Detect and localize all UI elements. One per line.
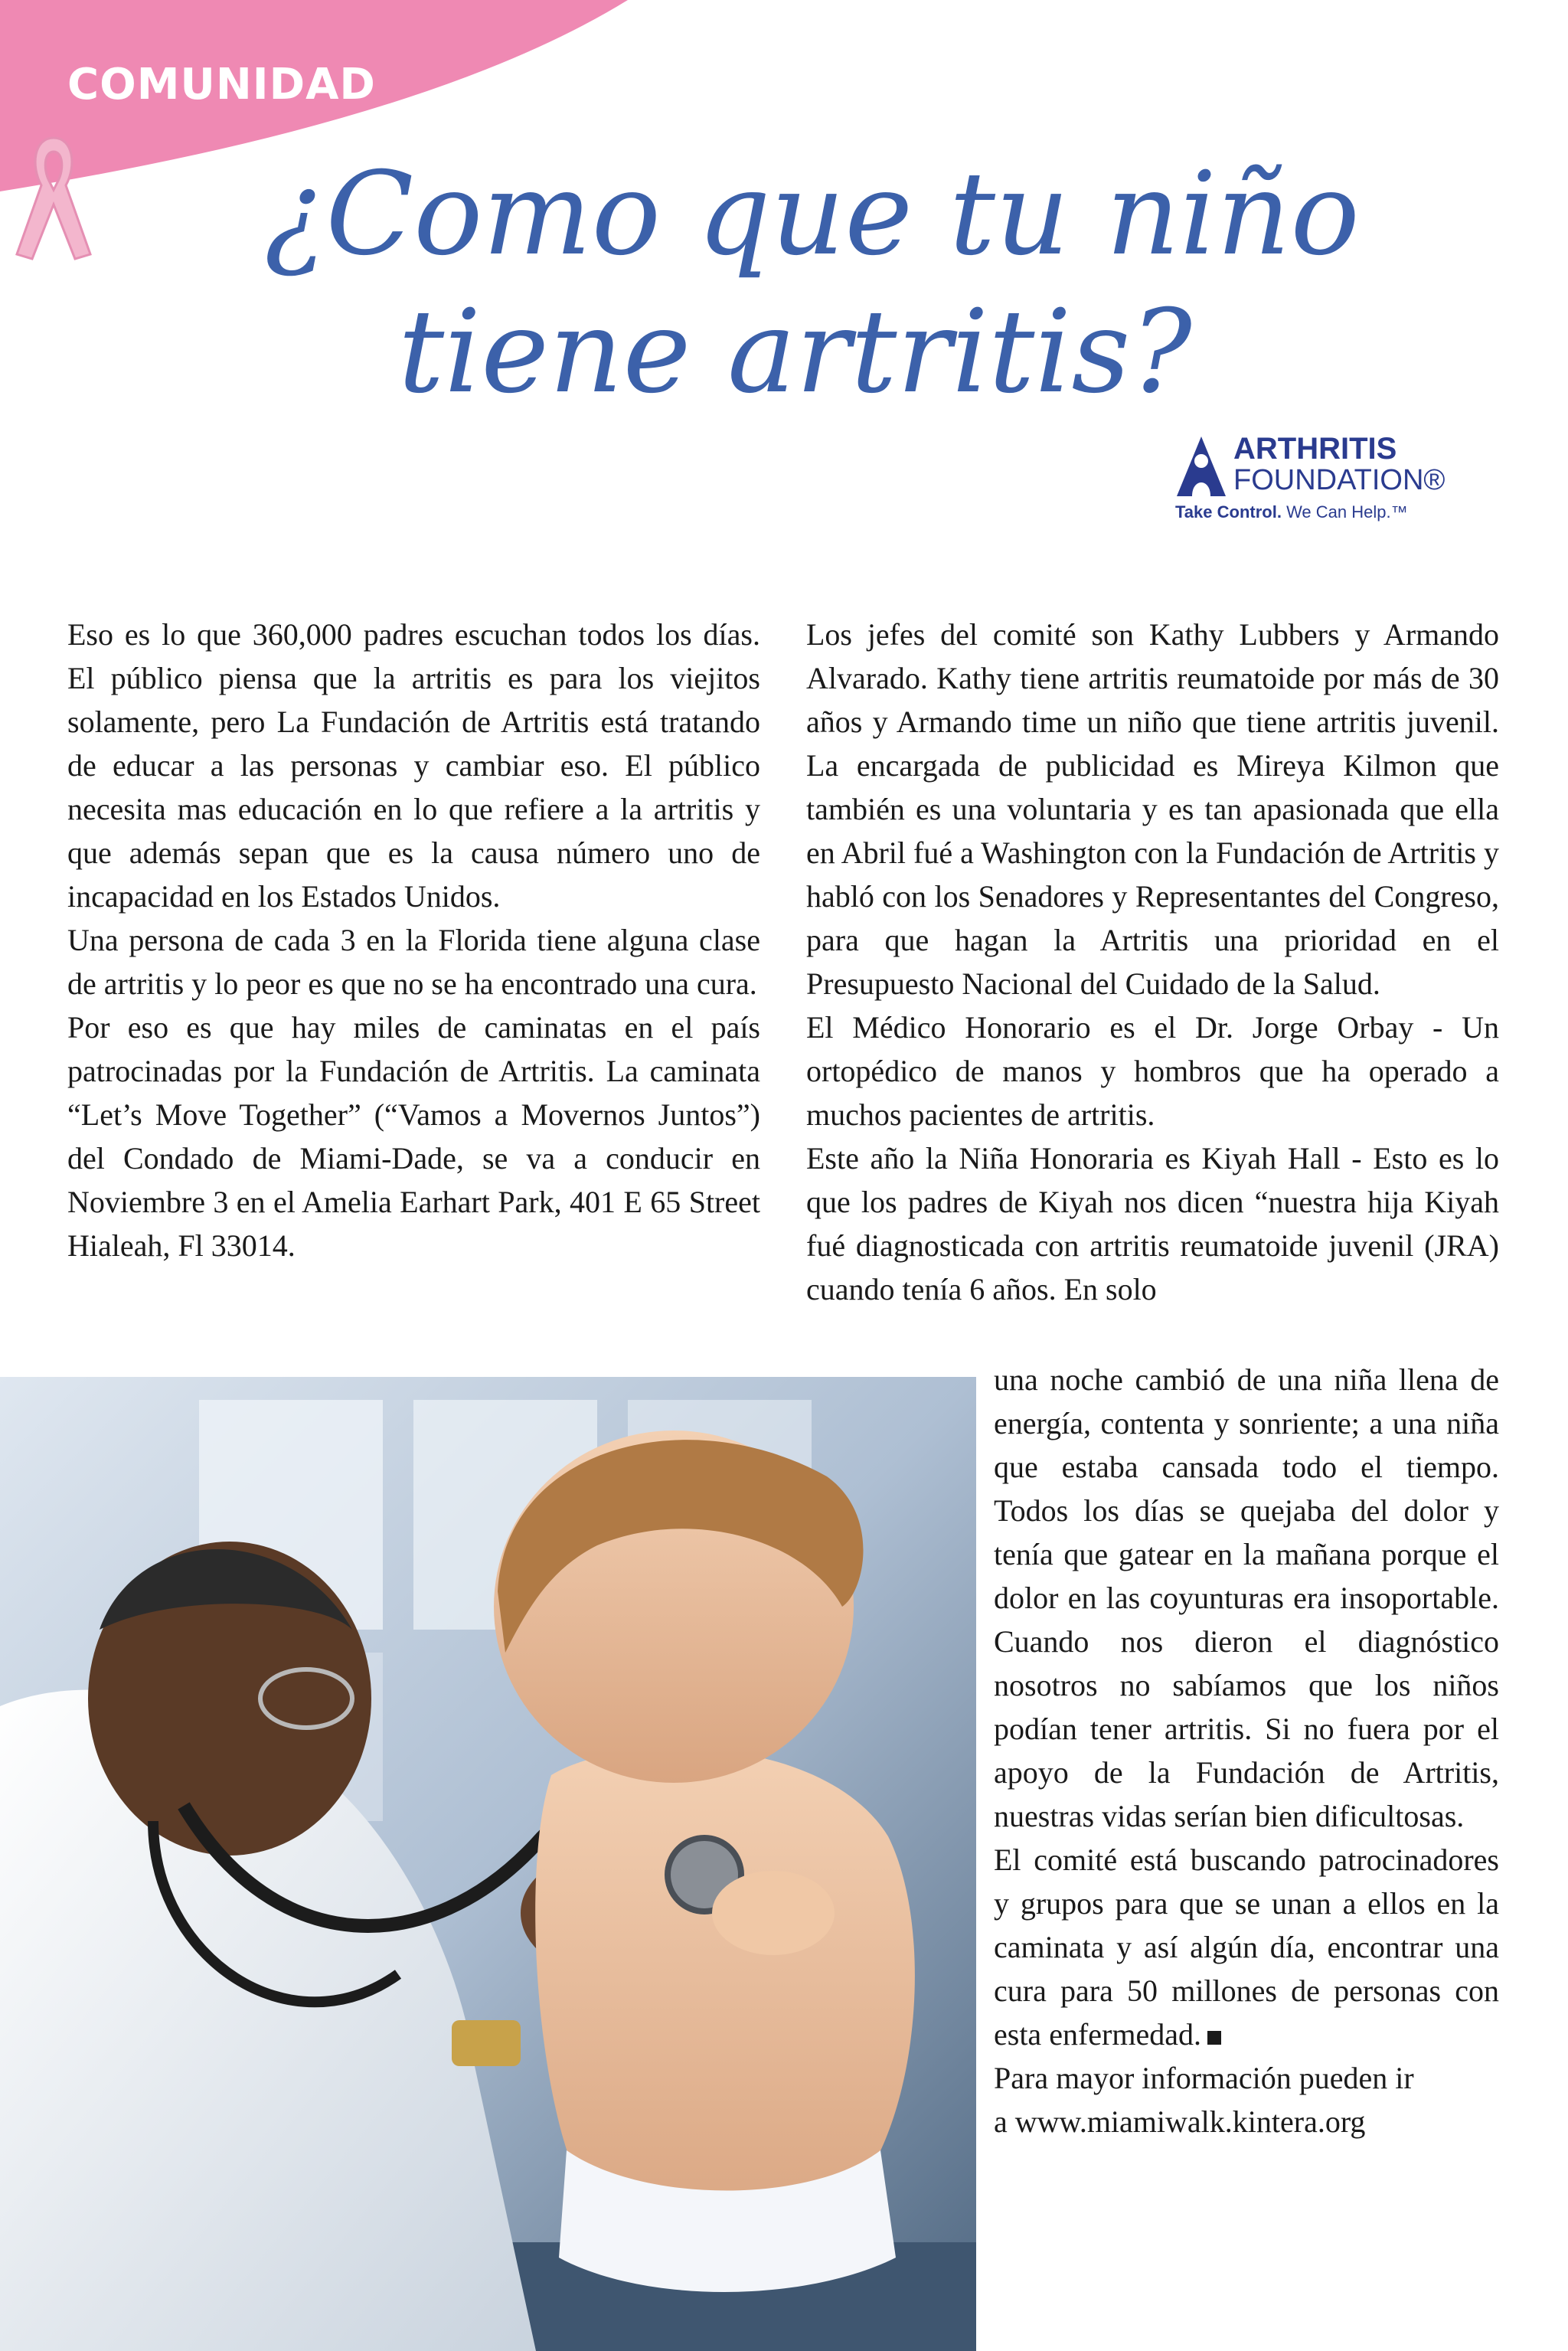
arthritis-foundation-logo xyxy=(1175,430,1446,522)
paragraph: Eso es lo que 360,000 padres escuchan todos los días. El público piensa que la artritis es para los viejitos solamente, pero La Fundación de Artritis está tratando de educar a las personas y cambiar eso. El público necesita mas educación en lo que refiere a la artritis y que además sepan que es la causa número uno de incapacidad en los Estados Unidos. xyxy=(67,617,760,914)
headline-line-1: ¿Como que tu niño xyxy=(264,148,1360,281)
pink-ribbon-icon xyxy=(11,124,96,270)
paragraph: Los jefes del comité son Kathy Lubbers y Armando Alvarado. Kathy tiene artritis reumatoide por más de 30 años y Armando time un niño que tiene artritis juvenil. La encargada de publicidad es Mireya Kilmon que también es una voluntaria y es tan apasionada que ella en Abril fué a Washington con la Fundación de Artritis y habló con los Senadores y Representantes del Congreso, para que hagan la Artritis una prioridad en el Presupuesto Nacional del Cuidado de la Salud. xyxy=(806,617,1499,1001)
closing-line: Para mayor información pueden ir xyxy=(994,2061,1414,2095)
article-left-column xyxy=(67,613,760,1267)
paragraph: El Médico Honorario es el Dr. Jorge Orbay - Un ortopédico de manos y hombros que ha operado a muchos pacientes de artritis. xyxy=(806,1010,1499,1132)
paragraph: una noche cambió de una niña llena de energía, contenta y sonriente; a una niña que estaba cansada todo el tiempo. Todos los días se quejaba del dolor y tenía que gatear en la mañana porque el dolor en las coyunturas era insoportable. Cuando nos dieron el diagnóstico nosotros no sabíamos que los niños podían tener artritis. Si no fuera por el apoyo de la Fundación de Artritis, nuestras vidas serían bien dificultosas. xyxy=(994,1362,1499,1833)
arthritis-foundation-logo-icon xyxy=(1175,435,1227,498)
paragraph: Una persona de cada 3 en la Florida tiene alguna clase de artritis y lo peor es que no se ha encontrado una cura. xyxy=(67,923,760,1001)
logo-tagline-rest: We Can Help.™ xyxy=(1281,502,1408,522)
section-label: COMUNIDAD xyxy=(67,60,376,110)
closing-link: a www.miamiwalk.kintera.org xyxy=(994,2104,1366,2139)
logo-tagline-bold: Take Control. xyxy=(1175,502,1282,522)
paragraph-text: El comité está buscando patrocinadores y grupos para que se unan a ellos en la caminata y así algún día, encontrar una cura para 50 millones de personas con esta enfermedad. xyxy=(994,1843,1499,2052)
logo-name-line-2: FOUNDATION® xyxy=(1233,464,1446,496)
logo-tagline xyxy=(1175,502,1408,522)
article-right-column-bottom xyxy=(994,1358,1499,2143)
article-right-column-top xyxy=(806,613,1499,1311)
end-of-article-mark xyxy=(1207,2031,1221,2045)
paragraph xyxy=(994,1838,1499,2056)
doctor-examining-child-photo xyxy=(0,1377,976,2351)
paragraph: Este año la Niña Honoraria es Kiyah Hall - Esto es lo que los padres de Kiyah nos dicen “nuestra hija Kiyah fué diagnosticada con artritis reumatoide juvenil (JRA) cuando tenía 6 años. En solo xyxy=(806,1141,1499,1306)
paragraph: Por eso es que hay miles de caminatas en el país patrocinadas por la Fundación de Artritis. La caminata “Let’s Move Together” (“Vamos a Movernos Juntos”) del Condado de Miami-Dade, se va a conducir en Noviembre 3 en el Amelia Earhart Park, 401 E 65 Street Hialeah, Fl 33014. xyxy=(67,1010,760,1263)
logo-name-line-1: ARTHRITIS xyxy=(1233,432,1397,466)
headline-line-2: tiene artritis? xyxy=(398,286,1192,419)
